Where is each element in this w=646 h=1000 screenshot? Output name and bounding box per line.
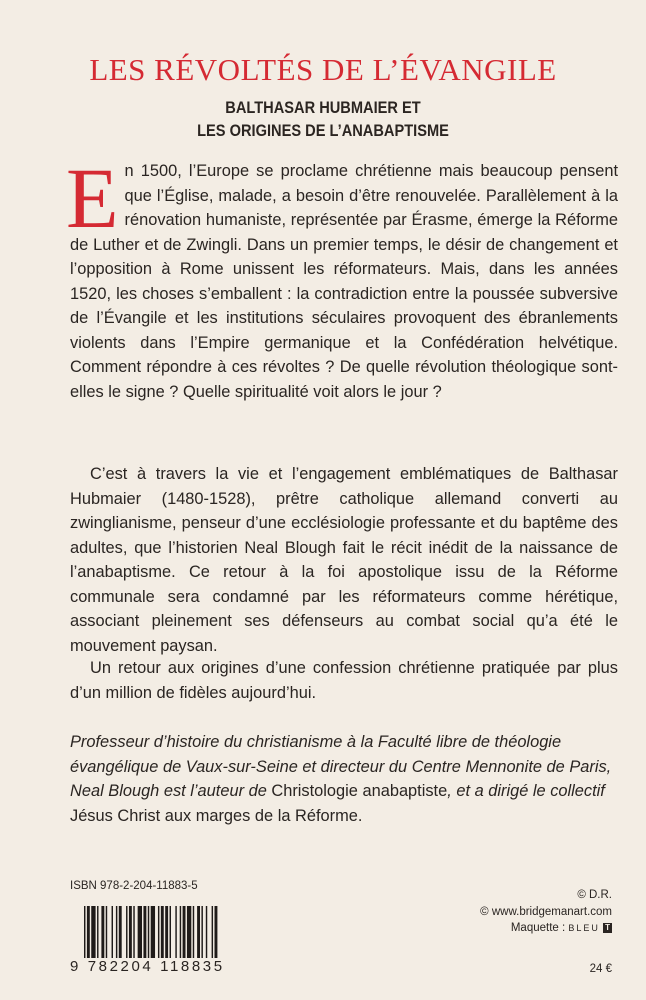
credit-dr: © D.R.: [577, 889, 612, 901]
paragraph-intro-text: n 1500, l’Europe se proclame chrétienne mais beaucoup pensent que l’Église, malade, a besoin d’être renouvelée. Parallèlement à la rénovation humaniste, représentée par Érasme, émerge la Réforme de Luther et de Zwingli. Dans un premier temps, le désir de changement et l’opposition à Rome unissent les réformateurs. Mais, dans les années 1520, les choses s’emballent : la contradiction entre la poussée subversive de l’Évangile et les institutions séculaires provoquent des ébranlements violents dans l’Empire germanique et la Confédération helvétique. Comment répondre à ces révoltes ? De quelle révolution théologique sont-elles le signe ? Quelle spiritualité voit alors le jour ?: [70, 162, 618, 401]
bio-book-2: Jésus Christ aux marges de la Réforme: [70, 806, 358, 825]
barcode-image: [84, 906, 268, 958]
subtitle-line-1: BALTHASAR HUBMAIER ET: [225, 98, 421, 117]
subtitle-line-2: LES ORIGINES DE L’ANABAPTISME: [197, 121, 449, 140]
bio-book-1: Christologie anabaptiste: [271, 782, 448, 800]
price: 24 €: [589, 963, 612, 975]
paragraph-hubmaier: C’est à travers la vie et l’engagement emblématiques de Balthasar Hubmaier (1480-1528), prêtre catholique allemand converti au zwinglianisme, penseur d’une ecclésiologie professante et du baptême des adultes, que l’historien Neal Blough fait le récit inédit de la naissance de l’anabaptisme. Ce retour à la foi apostolique issu de la Réforme communale sera condamné par les réformateurs comme hérétique, associant pleinement ses défenseurs au combat social qu’a été le mouvement paysan.: [70, 465, 618, 655]
author-bio: [70, 730, 618, 828]
credit-bridgeman: © www.bridgemanart.com: [480, 905, 612, 918]
bleu-t-logo: T: [605, 922, 610, 932]
credit-design-brand: BLEU: [568, 923, 600, 933]
book-title: LES RÉVOLTÉS DE L’ÉVANGILE: [89, 52, 557, 87]
credit-design-label: Maquette :: [510, 922, 569, 934]
bio-part-1: Professeur d’histoire du christianisme à la Faculté libre de théologie évangélique de Vaux-sur-Seine et directeur du Centre Mennonite de Paris, Neal Blough est l’auteur de: [70, 733, 612, 800]
bio-part-2: , et a dirigé le collectif: [447, 782, 605, 800]
paragraph-intro: [66, 150, 618, 404]
bio-part-3: .: [357, 806, 363, 825]
credit-design: [480, 920, 612, 937]
drop-cap: E: [66, 150, 119, 246]
barcode-digits: 9 782204 118835: [70, 958, 225, 975]
image-credits: [480, 887, 612, 937]
paragraph-conclusion: Un retour aux origines d’une confession chrétienne pratiquée par plus d’un million de fidèles aujourd’hui.: [70, 659, 618, 702]
isbn-label: ISBN 978-2-204-11883-5: [70, 880, 198, 892]
